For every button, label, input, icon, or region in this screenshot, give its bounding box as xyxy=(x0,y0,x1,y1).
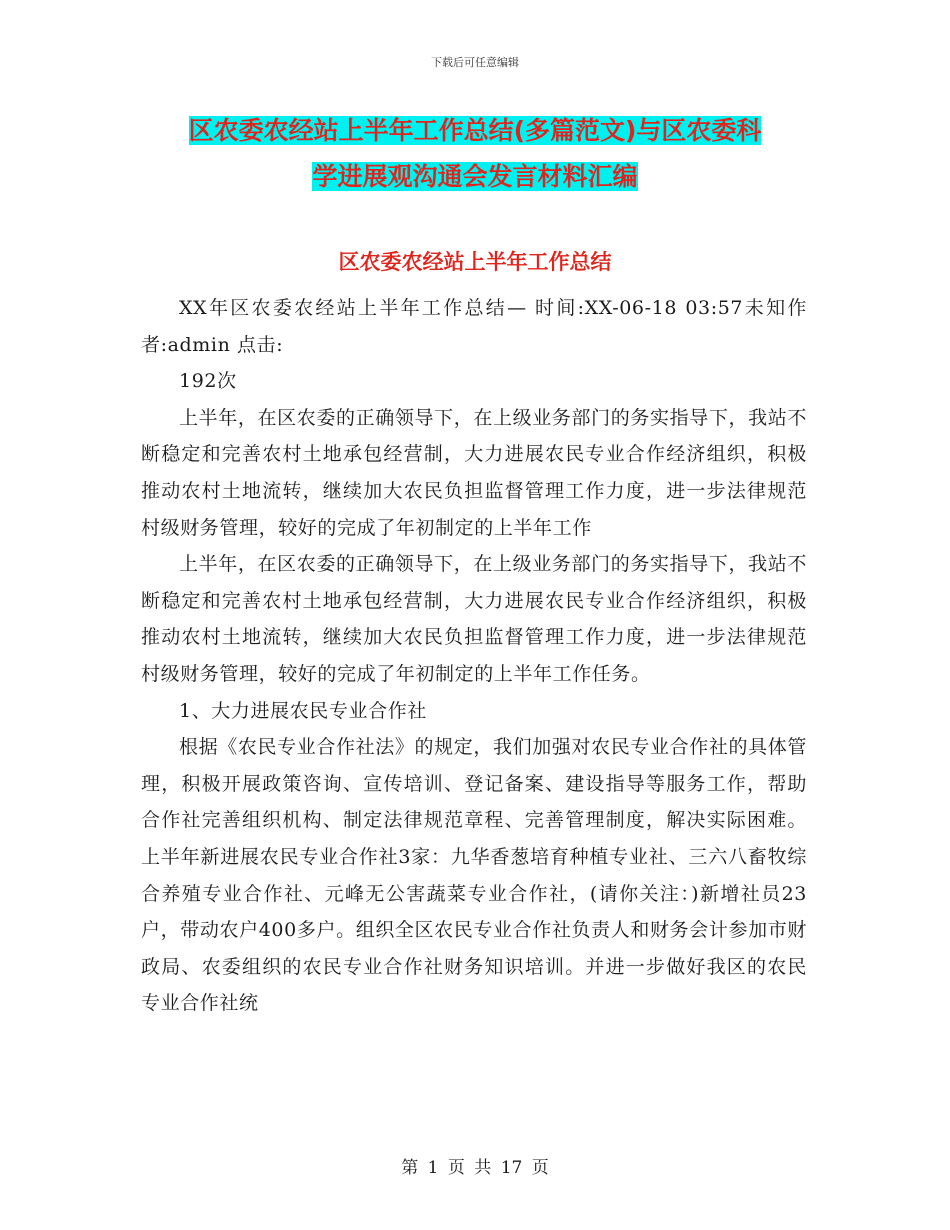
document-body xyxy=(141,290,807,1022)
section-title: 区农委农经站上半年工作总结 xyxy=(338,250,612,274)
title-line-1: 区农委农经站上半年工作总结(多篇范文)与区农委科 xyxy=(188,116,762,145)
paragraph-heading-1: 1、大力进展农民专业合作社 xyxy=(179,699,427,722)
document-title xyxy=(140,108,810,200)
paragraph-hits: 192次 xyxy=(179,370,237,393)
paragraph-meta: XX年区农委农经站上半年工作总结— 时间:XX-06-18 03:57未知作者:admin 点击: xyxy=(141,297,807,356)
page-footer: 第 1 页 共 17 页 xyxy=(401,1158,549,1178)
paragraph-intro-1: 上半年，在区农委的正确领导下，在上级业务部门的务实指导下，我站不断稳定和完善农村土地承包经营制，大力进展农民专业合作经济组织，积极推动农村土地流转，继续加大农民负担监督管理工作力度，进一步法律规范村级财务管理，较好的完成了年初制定的上半年工作 xyxy=(141,406,807,539)
paragraph-intro-2: 上半年，在区农委的正确领导下，在上级业务部门的务实指导下，我站不断稳定和完善农村土地承包经营制，大力进展农民专业合作经济组织，积极推动农村土地流转，继续加大农民负担监督管理工作力度，进一步法律规范村级财务管理，较好的完成了年初制定的上半年工作任务。 xyxy=(141,553,807,685)
header-note: 下载后可任意编辑 xyxy=(431,56,519,69)
paragraph-cooperatives: 根据《农民专业合作社法》的规定，我们加强对农民专业合作社的具体管理，积极开展政策咨询、宣传培训、登记备案、建设指导等服务工作，帮助合作社完善组织机构、制定法律规范章程、完善管理制度，解决实际困难。上半年新进展农民专业合作社3家：九华香葱培育种植专业社、三六八畜牧综合养殖专业合作社、元峰无公害蔬菜专业合作社，(请你关注：)新增社员23户，带动农户400多户。组织全区农民专业合作社负责人和财务会计参加市财政局、农委组织的农民专业合作社财务知识培训。并进一步做好我区的农民专业合作社统 xyxy=(141,736,807,1015)
title-line-2: 学进展观沟通会发言材料汇编 xyxy=(312,162,638,191)
